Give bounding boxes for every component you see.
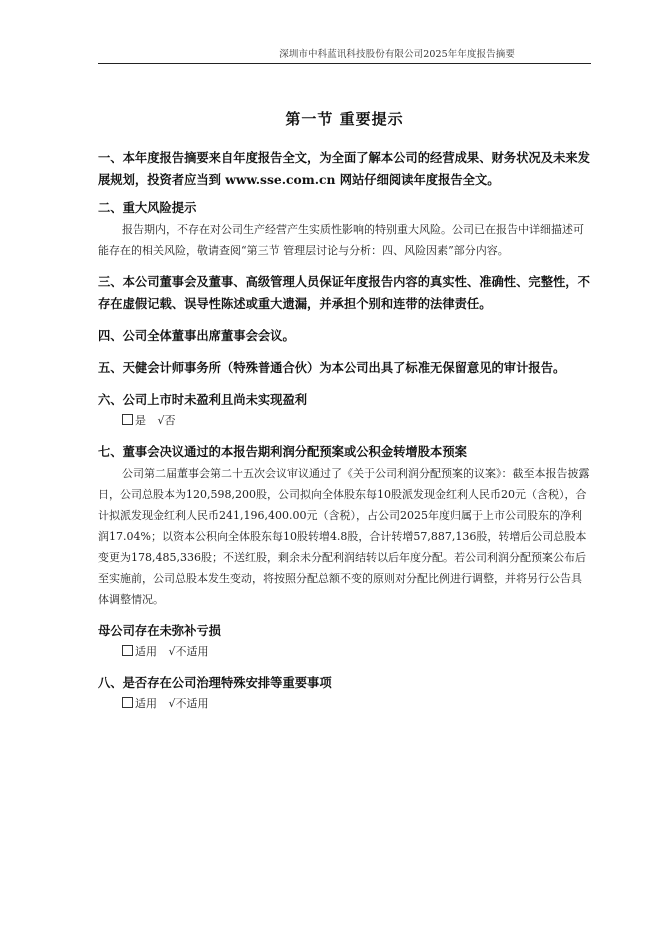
parent-loss-options — [98, 642, 591, 662]
checkbox-empty-icon — [122, 697, 133, 708]
parent-loss-heading: 母公司存在未弥补亏损 — [98, 623, 221, 638]
option-no: √否 — [157, 414, 176, 427]
running-header: 深圳市中科蓝讯科技股份有限公司2025年年度报告摘要 — [279, 49, 515, 60]
option-applicable: 适用 — [122, 697, 157, 710]
item-7-body: 公司第二届董事会第二十五次会议审议通过了《关于公司利润分配预案的议案》：截至本报告披露日，公司总股本为120,598,200股，公司拟向全体股东每10股派发现金红利人民币20元（含税），合计拟派发现金红利人民币241,196,400.00元（含税），占公司2025年度归属于上市公司股东的净利润17.04%；以资本公积向全体股东每10股转增4.8股，合计转增57,887,136股，转增后公司总股本变更为178,485,336股；不送红股，剩余未分配利润结转以后年度分配。若公司利润分配预案公布后至实施前，公司总股本发生变动，将按照分配总额不变的原则对分配比例进行调整，并将另行公告具体调整情况。 — [98, 467, 590, 606]
option-not-applicable: √不适用 — [168, 645, 209, 658]
checkbox-empty-icon — [122, 414, 133, 425]
item-8-options — [98, 694, 591, 714]
item-1-statement: 一、本年度报告摘要来自年度报告全文，为全面了解本公司的经营成果、财务状况及未来发展规划，投资者应当到 www.sse.com.cn 网站仔细阅读年度报告全文。 — [98, 150, 590, 187]
option-yes: 是 — [122, 414, 146, 427]
item-4-statement: 四、公司全体董事出席董事会会议。 — [98, 328, 295, 343]
document-body — [98, 147, 591, 714]
item-2-heading: 二、重大风险提示 — [98, 200, 197, 215]
item-6-heading: 六、公司上市时未盈利且尚未实现盈利 — [98, 392, 308, 407]
item-8-heading: 八、是否存在公司治理特殊安排等重要事项 — [98, 675, 332, 690]
section-title: 第一节 重要提示 — [285, 110, 404, 128]
item-6-options — [98, 411, 591, 431]
checkbox-empty-icon — [122, 645, 133, 656]
item-3-statement: 三、本公司董事会及董事、高级管理人员保证年度报告内容的真实性、准确性、完整性，不存在虚假记载、误导性陈述或重大遗漏，并承担个别和连带的法律责任。 — [98, 274, 590, 311]
item-5-statement: 五、天健会计师事务所（特殊普通合伙）为本公司出具了标准无保留意见的审计报告。 — [98, 360, 566, 375]
option-applicable: 适用 — [122, 645, 157, 658]
item-2-body: 报告期内，不存在对公司生产经营产生实质性影响的特别重大风险。公司已在报告中详细描述可能存在的相关风险，敬请查阅“第三节 管理层讨论与分析：四、风险因素”部分内容。 — [98, 223, 584, 257]
item-7-heading: 七、董事会决议通过的本报告期利润分配预案或公积金转增股本预案 — [98, 444, 467, 459]
header-rule — [98, 63, 591, 64]
option-not-applicable: √不适用 — [168, 697, 209, 710]
